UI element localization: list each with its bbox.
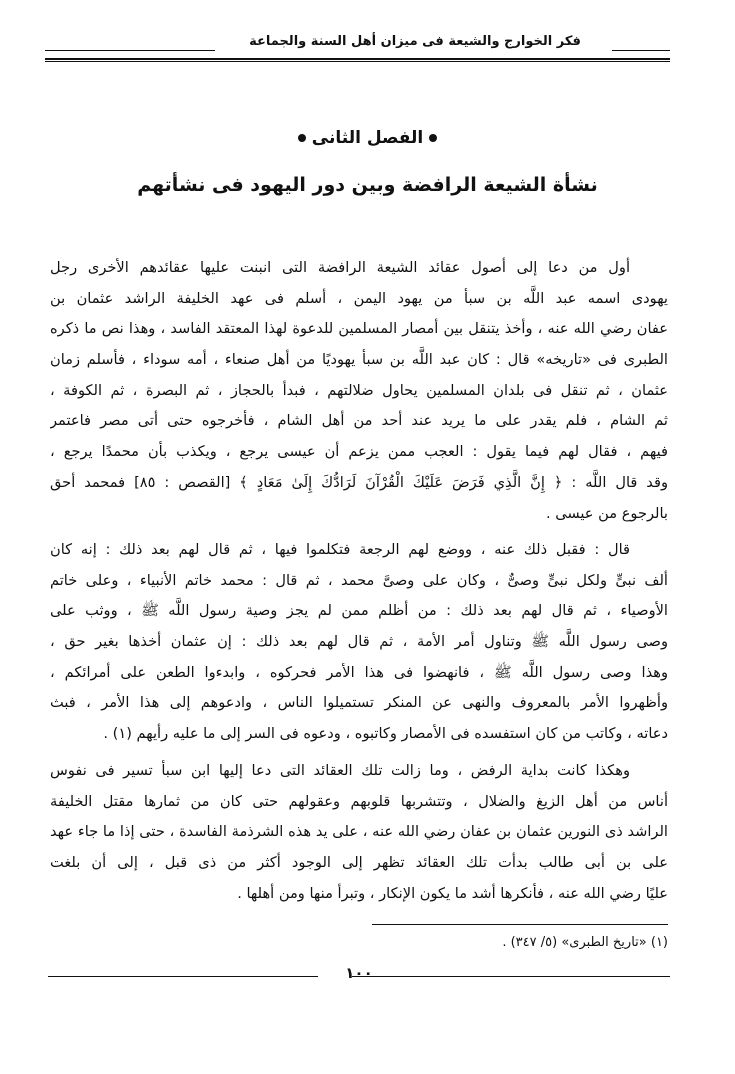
- running-header: [45, 30, 670, 62]
- footnote-separator: [372, 924, 668, 925]
- text-line: ثم الشام ، فلم يقدر على ما يريد عند أحد من أهل الشام ، فأخرجوه حتى أتى مصر فاعتمر: [50, 412, 668, 430]
- page-number: ١٠٠: [345, 964, 373, 982]
- header-rule-left: [45, 50, 215, 51]
- text-line: الطبرى فى «تاريخه» قال : كان عبد اللَّه بن سبأ يهوديًا من أهل صنعاء ، أمه سوداء ، فأسلم زمان: [50, 351, 668, 369]
- chapter-label: [0, 128, 735, 148]
- header-double-rule: [45, 58, 670, 62]
- text-line: وهكذا كانت بداية الرفض ، وما زالت تلك العقائد التى دعا إليها ابن سبأ تسير فى نفوس: [50, 762, 630, 779]
- text-line: دعاته ، وكاتب من كان استفسده فى الأمصار وكاتبوه ، ودعوه فى السر إلى ما عليه رأيهم (١) .: [103, 725, 668, 743]
- text-line: يهودى اسمه عبد اللَّه بن سبأ من يهود اليمن ، أسلم فى عهد الخليفة الراشد عثمان بن: [50, 289, 668, 307]
- running-header-title: فكر الخوارج والشيعة فى ميزان أهل السنة والجماعة: [220, 34, 610, 49]
- chapter-label-text: الفصل الثانى: [311, 128, 424, 148]
- bullet-icon: [429, 134, 437, 142]
- header-rule-right: [612, 50, 670, 51]
- text-line: وقد قال اللَّه : ﴿ إِنَّ الَّذِي فَرَضَ عَلَيْكَ الْقُرْآنَ لَرَادُّكَ إِلَىٰ مَعَادٍ ﴾ [القصص : ٨٥] فمحمد أحق: [50, 473, 668, 491]
- text-line: وصى رسول اللَّه ﷺ وتناول أمر الأمة ، ثم قال لهم بعد ذلك : إن عثمان أخذها بغير حق ،: [50, 633, 668, 651]
- text-line: أول من دعا إلى أصول عقائد الشيعة الرافضة التى انبنت عليها عقائدهم الأخرى رجل: [50, 259, 630, 276]
- text-line: فيهم ، فقال لهم فيما يقول : العجب ممن يزعم أن عيسى يرجع ، ويكذب بأن محمدًا يرجع ،: [50, 443, 668, 461]
- paragraph-3: [50, 756, 668, 909]
- text-line: قال : فقبل ذلك عنه ، ووضع لهم الرجعة فتكلموا فيها ، ثم قال لهم بعد ذلك : إنه كان: [50, 541, 630, 558]
- text-line: عفان رضي الله عنه ، وأخذ يتنقل بين أمصار المسلمين للدعوة لهذا المعتقد الفاسد ، وهذا نص ما ذكره: [50, 320, 668, 338]
- text-line: بالرجوع من عيسى .: [545, 504, 668, 522]
- chapter-title: نشأة الشيعة الرافضة وبين دور اليهود فى نشأتهم: [137, 174, 598, 196]
- text-line: عثمان ، ثم تنقل فى بلدان المسلمين يحاول ضلالتهم ، فبدأ بالحجاز ، ثم البصرة ، ثم الكوفة ،: [50, 381, 668, 399]
- paragraph-1: [50, 253, 668, 529]
- text-line: عليًا رضي الله عنه ، فأنكرها أشد ما يكون الإنكار ، وتبرأ منها ومن أهلها .: [237, 884, 668, 902]
- bullet-icon: [298, 134, 306, 142]
- text-line: الأوصياء ، ثم قال لهم بعد ذلك : من أظلم ممن لم يجز وصية رسول اللَّه ﷺ ، ووثب على: [50, 602, 668, 620]
- footnote: (١) «تاريخ الطبرى» (٥/ ٣٤٧) .: [502, 935, 668, 950]
- text-line: على بن أبى طالب بدأت تلك العقائد تظهر إلى الوجود أكثر من ذى قبل ، إلى أن بلغت: [50, 854, 668, 872]
- text-line: أناس من أهل الزيغ والضلال ، وتتشربها قلوبهم وعقولهم حتى كان من ثمارها مقتل الخليفة: [50, 792, 668, 810]
- text-line: وأظهروا الأمر بالمعروف والنهى عن المنكر تستميلوا الناس ، وادعوهم إلى هذا الأمر ، فبث: [50, 694, 668, 712]
- text-line: ألف نبىٍّ ولكل نبىٍّ وصىٌّ ، وكان على وصىَّ محمد ، ثم قال : محمد خاتم الأنبياء ، وعلى خاتم: [50, 571, 668, 589]
- text-line: الراشد ذى النورين عثمان بن عفان رضي الله عنه ، على يد هذه الشرذمة الفاسدة ، حتى إذا ما جاء عهد: [50, 823, 668, 841]
- paragraph-2: [50, 535, 668, 750]
- page-footer: [48, 964, 670, 988]
- text-line: وهذا وصى رسول اللَّه ﷺ ، فانهضوا فى هذا الأمر فحركوه ، وابدءوا الطعن على أمرائكم ،: [50, 663, 668, 681]
